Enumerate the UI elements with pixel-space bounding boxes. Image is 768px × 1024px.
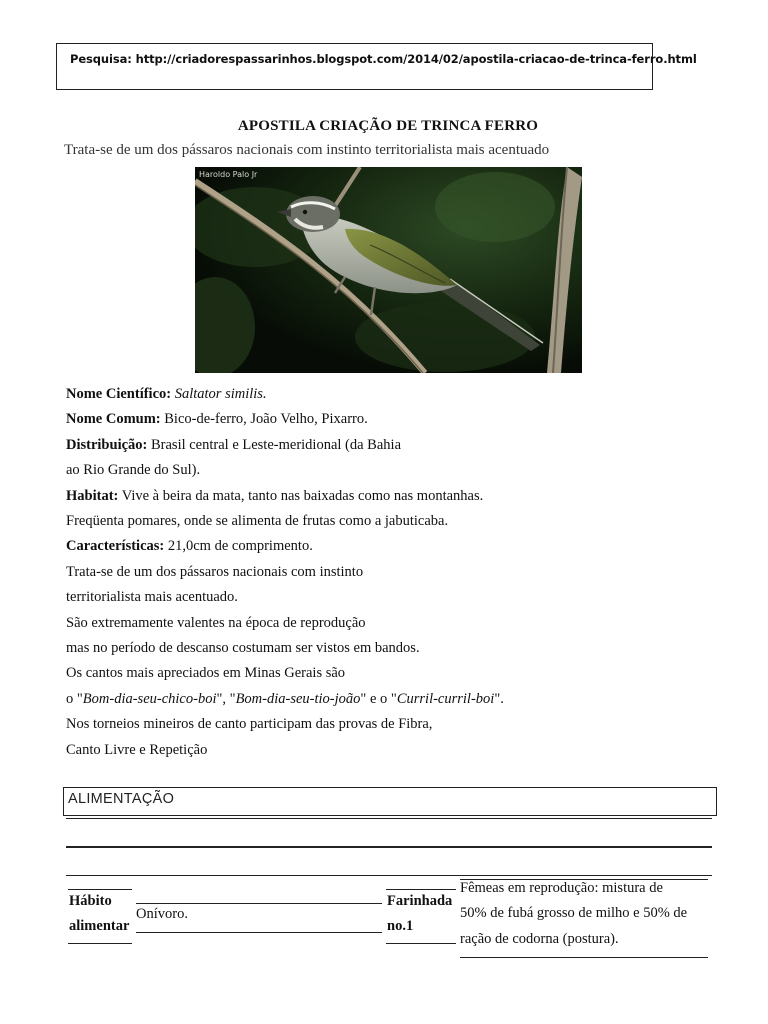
- info-distribution: Distribuição: Brasil central e Leste-meridional (da Bahia: [66, 436, 402, 453]
- table-rule: [66, 875, 712, 876]
- table-rule: [386, 943, 456, 944]
- table-rule: [68, 943, 132, 944]
- info-line: Trata-se de um dos pássaros nacionais com instinto: [66, 563, 364, 580]
- table-rule: [460, 957, 708, 958]
- habit-label-2: alimentar: [69, 918, 130, 934]
- info-line: mas no período de descanso costumam ser vistos em bandos.: [66, 640, 420, 657]
- food-heading-box: [63, 787, 717, 816]
- flour-line: ração de codorna (postura).: [460, 931, 619, 947]
- info-line: Nos torneios mineiros de canto participam das provas de Fibra,: [66, 716, 433, 733]
- source-url[interactable]: Pesquisa: http://criadorespassarinhos.blogspot.com/2014/02/apostila-criacao-de-trinca-ferro.html: [70, 52, 697, 66]
- photo-credit: Haroldo Palo Jr: [199, 170, 258, 179]
- bird-photo: [195, 167, 582, 373]
- info-habitat: Habitat: Vive à beira da mata, tanto nas baixadas como nas montanhas.: [66, 487, 484, 504]
- info-songs: o "Bom-dia-seu-chico-boi", "Bom-dia-seu-tio-joão" e o "Curril-curril-boi".: [66, 690, 504, 707]
- food-heading: ALIMENTAÇÃO: [68, 791, 175, 807]
- info-common-name: Nome Comum: Bico-de-ferro, João Velho, Pixarro.: [66, 411, 368, 428]
- table-rule: [66, 818, 712, 819]
- flour-label-1: Farinhada: [387, 893, 453, 909]
- table-rule: [136, 932, 382, 933]
- info-scientific-name: Nome Científico: Saltator similis.: [66, 386, 267, 402]
- table-rule: [136, 903, 382, 904]
- info-line: São extremamente valentes na época de reprodução: [66, 614, 366, 631]
- table-rule: [68, 889, 132, 890]
- flour-line: 50% de fubá grosso de milho e 50% de: [460, 905, 688, 921]
- document-title: APOSTILA CRIAÇÃO DE TRINCA FERRO: [237, 118, 539, 134]
- habit-label-1: Hábito: [69, 893, 112, 909]
- info-line: Canto Livre e Repetição: [66, 741, 208, 758]
- info-line: territorialista mais acentuado.: [66, 589, 238, 606]
- info-line: Os cantos mais apreciados em Minas Gerais são: [66, 665, 346, 682]
- info-distribution-cont: ao Rio Grande do Sul).: [66, 462, 201, 479]
- info-characteristics: Características: 21,0cm de comprimento.: [66, 538, 313, 555]
- table-rule: [386, 889, 456, 890]
- flour-line: Fêmeas em reprodução: mistura de: [460, 880, 663, 896]
- info-habitat-cont: Freqüenta pomares, onde se alimenta de frutas como a jabuticaba.: [66, 513, 449, 530]
- intro-text: Trata-se de um dos pássaros nacionais com instinto territorialista mais acentuado: [64, 142, 550, 158]
- table-rule: [66, 846, 712, 848]
- species-info: [66, 382, 706, 763]
- source-box: [56, 43, 697, 90]
- flour-label-2: no.1: [387, 918, 414, 934]
- habit-value: Onívoro.: [136, 906, 188, 922]
